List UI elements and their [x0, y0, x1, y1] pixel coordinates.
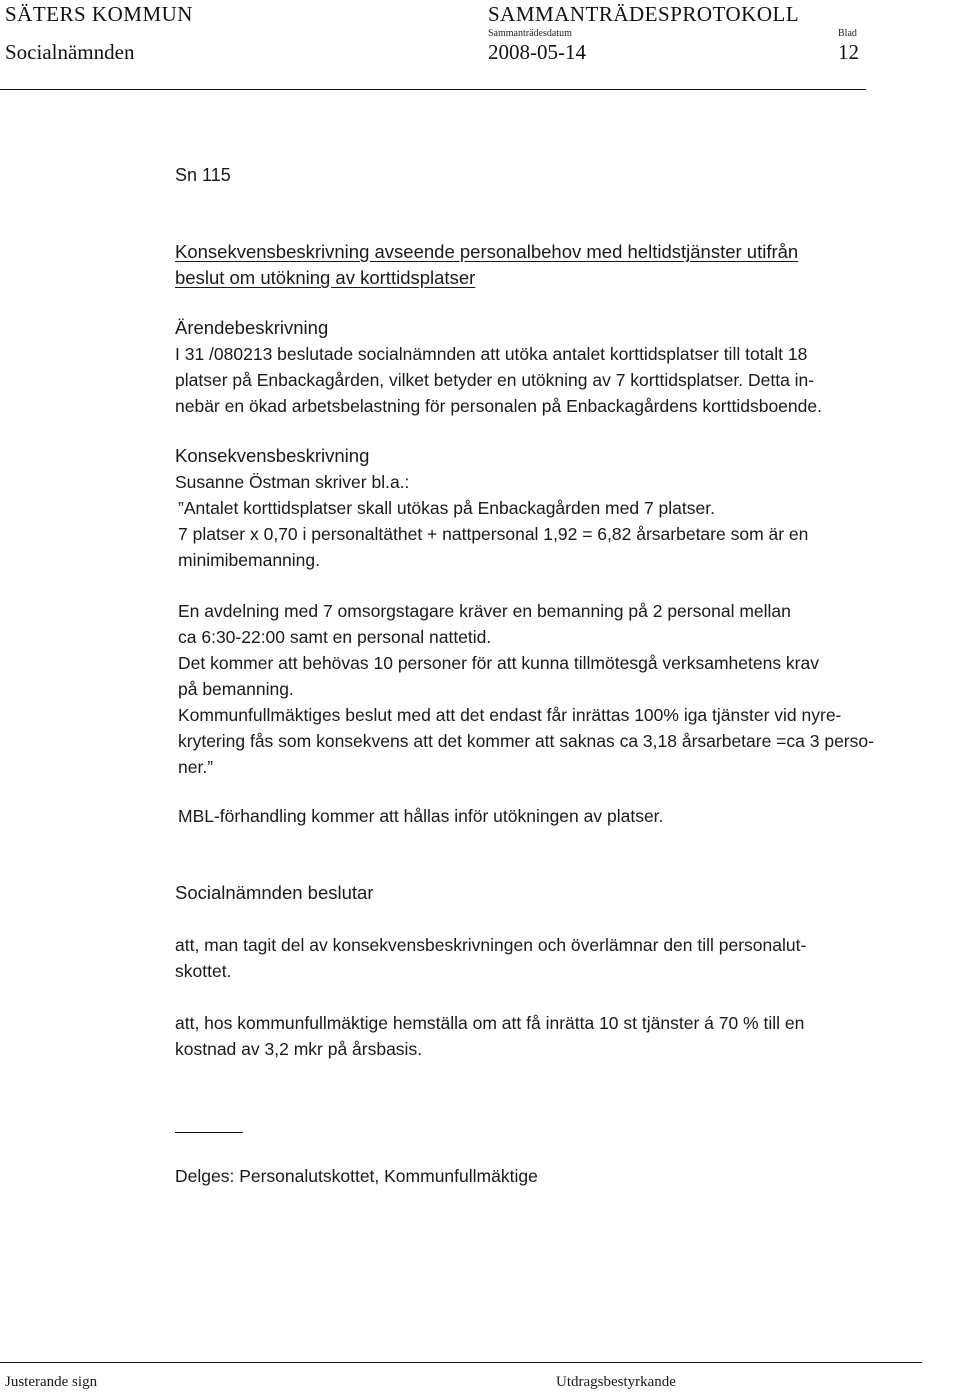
beslut-item1-line: skottet. — [175, 961, 232, 981]
page-number: 12 — [838, 40, 859, 64]
beslut-item2-line: att, hos kommunfullmäktige hemställa om att få inrätta 10 st tjänster á 70 % till en — [175, 1013, 805, 1033]
konsekvens-para2-line: ca 6:30-22:00 samt en personal nattetid. — [178, 627, 492, 647]
arende-line: I 31 /080213 beslutade socialnämnden att utöka antalet korttidsplatser till totalt 18 — [175, 344, 808, 364]
arende-heading: Ärendebeskrivning — [175, 317, 329, 338]
footer-rule — [0, 1362, 922, 1363]
department: Socialnämnden — [5, 40, 135, 64]
konsekvens-para2-line: ner.” — [178, 757, 214, 777]
footer-justerande: Justerande sign — [5, 1374, 98, 1390]
delges-line: Delges: Personalutskottet, Kommunfullmäktige — [175, 1166, 538, 1186]
beslut-heading: Socialnämnden beslutar — [175, 882, 374, 903]
footer-utdrag: Utdragsbestyrkande — [556, 1374, 676, 1390]
konsekvens-line: 7 platser x 0,70 i personaltäthet + nattpersonal 1,92 = 6,82 årsarbetare som är en — [178, 524, 809, 544]
section-number: Sn 115 — [175, 165, 231, 185]
konsekvens-line: minimibemanning. — [178, 550, 321, 570]
doc-type: SAMMANTRÄDESPROTOKOLL — [488, 2, 800, 26]
section-title-line2: beslut om utökning av korttidsplatser — [175, 267, 476, 288]
beslut-item1-line: att, man tagit del av konsekvensbeskrivningen och överlämnar den till personalut- — [175, 935, 807, 955]
date-label: Sammanträdesdatum — [488, 28, 572, 39]
konsekvens-para2-line: på bemanning. — [178, 679, 294, 699]
konsekvens-para2-line: Det kommer att behövas 10 personer för att kunna tillmötesgå verksamhetens krav — [178, 653, 819, 673]
arende-line: nebär en ökad arbetsbelastning för personalen på Enbackagårdens korttidsboende. — [175, 396, 822, 416]
org-name: SÄTERS KOMMUN — [5, 2, 193, 26]
konsekvens-heading: Konsekvensbeskrivning — [175, 445, 370, 466]
arende-line: platser på Enbackagården, vilket betyder en utökning av 7 korttidsplatser. Detta in- — [175, 370, 815, 390]
konsekvens-para2-line: En avdelning med 7 omsorgstagare kräver en bemanning på 2 personal mellan — [178, 601, 791, 621]
konsekvens-para2-line: krytering fås som konsekvens att det kommer att saknas ca 3,18 årsarbetare =ca 3 perso- — [178, 731, 874, 751]
header-rule — [0, 89, 866, 90]
konsekvens-line: ”Antalet korttidsplatser skall utökas på Enbackagården med 7 platser. — [178, 498, 715, 518]
mbl-note: MBL-förhandling kommer att hållas inför utökningen av platser. — [178, 806, 664, 826]
page-label: Blad — [838, 28, 857, 39]
signature-rule — [175, 1132, 243, 1133]
konsekvens-line: Susanne Östman skriver bl.a.: — [175, 472, 410, 492]
konsekvens-para2-line: Kommunfullmäktiges beslut med att det endast får inrättas 100% iga tjänster vid nyre- — [178, 705, 842, 725]
section-title-line1: Konsekvensbeskrivning avseende personalbehov med heltidstjänster utifrån — [175, 241, 799, 262]
beslut-item2-line: kostnad av 3,2 mkr på årsbasis. — [175, 1039, 423, 1059]
meeting-date: 2008-05-14 — [488, 40, 586, 64]
